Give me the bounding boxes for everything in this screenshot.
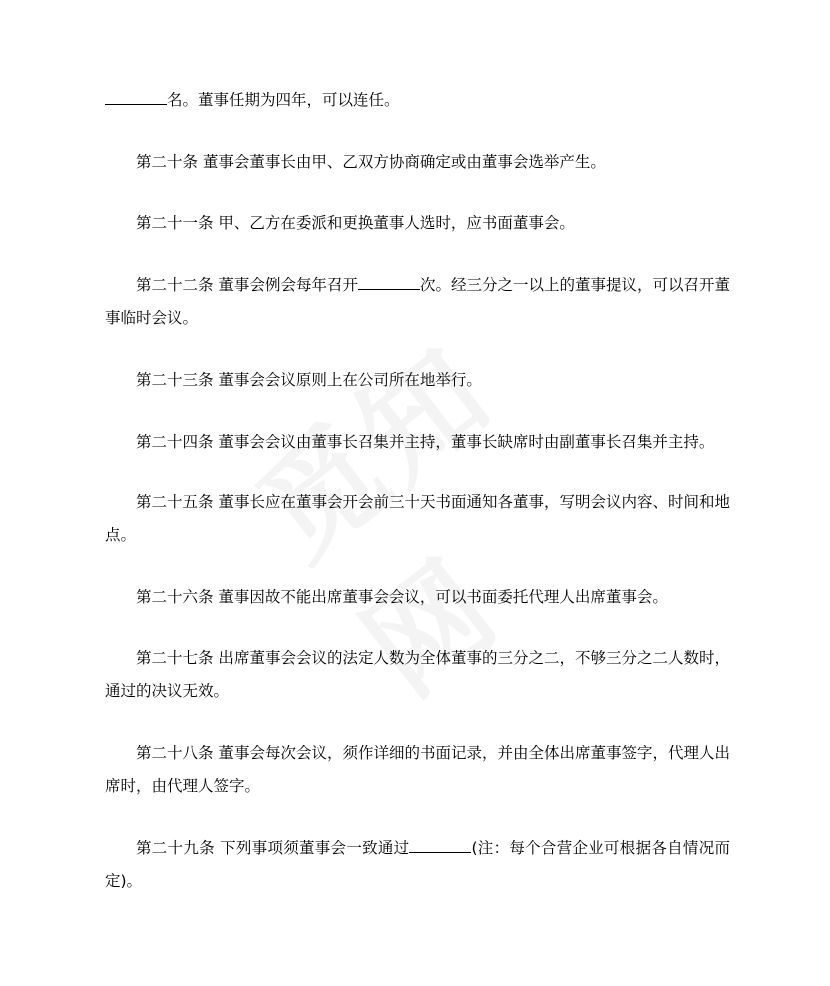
fill-blank bbox=[409, 834, 471, 853]
article-25 bbox=[105, 486, 730, 552]
article-28 bbox=[105, 737, 730, 803]
paragraph-text: 第二十三条 董事会会议原则上在公司所在地举行。 bbox=[136, 371, 482, 389]
paragraph-text: 次。经三分之一以上的董事提议，可以召开董事临时会议。 bbox=[105, 276, 730, 327]
paragraph-term-of-office bbox=[105, 84, 730, 117]
paragraph-text: 名。董事任期为四年，可以连任。 bbox=[167, 91, 400, 109]
article-22 bbox=[105, 269, 730, 335]
article-20 bbox=[105, 146, 730, 179]
fill-blank bbox=[105, 86, 167, 105]
article-21 bbox=[105, 207, 730, 240]
paragraph-text: 第二十一条 甲、乙方在委派和更换董事人选时，应书面董事会。 bbox=[136, 214, 575, 232]
paragraph-text: 第二十七条 出席董事会会议的法定人数为全体董事的三分之二，不够三分之二人数时，通过的决议无效。 bbox=[105, 649, 730, 700]
article-29 bbox=[105, 832, 730, 898]
paragraph-text: 第二十六条 董事因故不能出席董事会会议，可以书面委托代理人出席董事会。 bbox=[136, 588, 668, 606]
article-24 bbox=[105, 426, 730, 459]
paragraph-text: 第二十八条 董事会每次会议，须作详细的书面记录，并由全体出席董事签字，代理人出席时，由代理人签字。 bbox=[105, 744, 730, 795]
fill-blank bbox=[358, 271, 420, 290]
paragraph-text: 第二十九条 下列事项须董事会一致通过 bbox=[136, 839, 410, 857]
paragraph-text: 第二十条 董事会董事长由甲、乙双方协商确定或由董事会选举产生。 bbox=[136, 153, 606, 171]
article-27 bbox=[105, 642, 730, 708]
article-23 bbox=[105, 364, 730, 397]
paragraph-text: 第二十四条 董事会会议由董事长召集并主持，董事长缺席时由副董事长召集并主持。 bbox=[136, 433, 715, 451]
paragraph-text: 第二十二条 董事会例会每年召开 bbox=[136, 276, 358, 294]
article-26 bbox=[105, 581, 730, 614]
paragraph-text: 第二十五条 董事长应在董事会开会前三十天书面通知各董事，写明会议内容、时间和地点。 bbox=[105, 493, 730, 544]
paragraph-text: (注：每个合营企业可根据各自情况而定)。 bbox=[105, 839, 730, 890]
